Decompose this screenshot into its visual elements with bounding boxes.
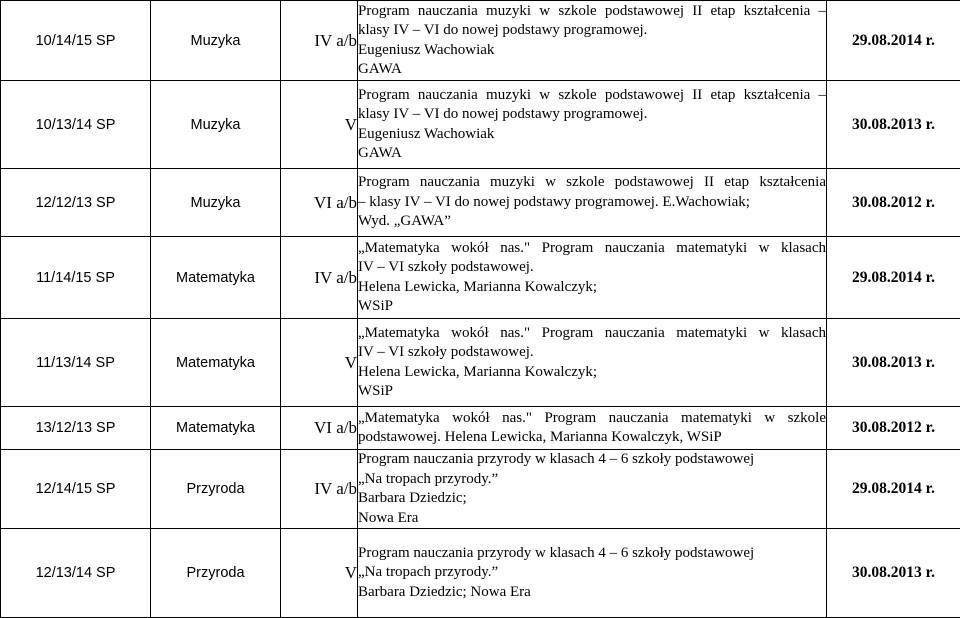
program-description-cell (358, 1, 827, 81)
program-line: „Matematyka wokół nas." Program nauczania matematyki w klasach (358, 239, 826, 259)
subject-cell: Muzyka (151, 1, 281, 81)
table-row (1, 237, 960, 319)
table-row (1, 169, 960, 237)
program-line: WSiP (358, 297, 826, 317)
classes-cell: IV a/b (281, 1, 358, 81)
program-line: – klasy IV – VI do nowej podstawy programowej. E.Wachowiak; (358, 193, 826, 213)
subject-cell: Przyroda (151, 450, 281, 529)
subject-cell: Przyroda (151, 529, 281, 618)
program-line: Helena Lewicka, Marianna Kowalczyk; (358, 278, 826, 298)
table-row (1, 81, 960, 169)
program-line: Program nauczania przyrody w klasach 4 – 6 szkoły podstawowej (358, 450, 826, 470)
classes-cell: VI a/b (281, 407, 358, 450)
approval-date-cell: 30.08.2013 r. (827, 529, 960, 618)
approval-date-cell: 29.08.2014 r. (827, 450, 960, 529)
program-code-cell: 11/13/14 SP (1, 319, 151, 407)
program-line: Program nauczania muzyki w szkole podstawowej II etap kształcenia – (358, 86, 826, 106)
program-description-cell (358, 407, 827, 450)
program-description-cell (358, 237, 827, 319)
program-code-cell: 13/12/13 SP (1, 407, 151, 450)
program-description-cell (358, 450, 827, 529)
approval-date-cell: 30.08.2013 r. (827, 81, 960, 169)
program-line: IV – VI szkoły podstawowej. (358, 343, 826, 363)
subject-cell: Matematyka (151, 407, 281, 450)
program-line: „Matematyka wokół nas." Program nauczania matematyki w klasach (358, 324, 826, 344)
approval-date-cell: 29.08.2014 r. (827, 1, 960, 81)
classes-cell: IV a/b (281, 450, 358, 529)
approval-date-cell: 30.08.2013 r. (827, 319, 960, 407)
program-description-cell (358, 319, 827, 407)
subject-cell: Matematyka (151, 319, 281, 407)
program-code-cell: 11/14/15 SP (1, 237, 151, 319)
program-line: GAWA (358, 144, 826, 164)
subject-cell: Muzyka (151, 169, 281, 237)
program-line: podstawowej. Helena Lewicka, Marianna Kowalczyk, WSiP (358, 428, 826, 448)
program-line: klasy IV – VI do nowej podstawy programowej. (358, 105, 826, 125)
table-row (1, 450, 960, 529)
subject-cell: Matematyka (151, 237, 281, 319)
program-line: Barbara Dziedzic; Nowa Era (358, 583, 826, 603)
program-line: WSiP (358, 382, 826, 402)
program-description-cell (358, 529, 827, 618)
program-line: Nowa Era (358, 509, 826, 529)
program-line: IV – VI szkoły podstawowej. (358, 258, 826, 278)
classes-cell: VI a/b (281, 169, 358, 237)
table-row (1, 1, 960, 81)
program-code-cell: 12/12/13 SP (1, 169, 151, 237)
program-description-cell (358, 81, 827, 169)
program-line: Program nauczania przyrody w klasach 4 – 6 szkoły podstawowej (358, 544, 826, 564)
program-line: „Matematyka wokół nas." Program nauczania matematyki w szkole (358, 409, 826, 429)
program-line: Helena Lewicka, Marianna Kowalczyk; (358, 363, 826, 383)
program-line: „Na tropach przyrody.” (358, 470, 826, 490)
approval-date-cell: 30.08.2012 r. (827, 169, 960, 237)
classes-cell: V (281, 81, 358, 169)
approval-date-cell: 30.08.2012 r. (827, 407, 960, 450)
table-row (1, 407, 960, 450)
table-row (1, 319, 960, 407)
subject-cell: Muzyka (151, 81, 281, 169)
program-line: Eugeniusz Wachowiak (358, 41, 826, 61)
program-description-cell (358, 169, 827, 237)
program-line: Program nauczania muzyki w szkole podstawowej II etap kształcenia (358, 173, 826, 193)
program-code-cell: 12/13/14 SP (1, 529, 151, 618)
program-line: Program nauczania muzyki w szkole podstawowej II etap kształcenia – (358, 2, 826, 22)
program-line: GAWA (358, 60, 826, 80)
program-line: klasy IV – VI do nowej podstawy programowej. (358, 21, 826, 41)
program-code-cell: 10/13/14 SP (1, 81, 151, 169)
approval-date-cell: 29.08.2014 r. (827, 237, 960, 319)
program-code-cell: 10/14/15 SP (1, 1, 151, 81)
program-line: Barbara Dziedzic; (358, 489, 826, 509)
classes-cell: IV a/b (281, 237, 358, 319)
classes-cell: V (281, 529, 358, 618)
table-row (1, 529, 960, 618)
program-line: Eugeniusz Wachowiak (358, 125, 826, 145)
program-line: „Na tropach przyrody.” (358, 563, 826, 583)
program-code-cell: 12/14/15 SP (1, 450, 151, 529)
classes-cell: V (281, 319, 358, 407)
program-line: Wyd. „GAWA” (358, 212, 826, 232)
